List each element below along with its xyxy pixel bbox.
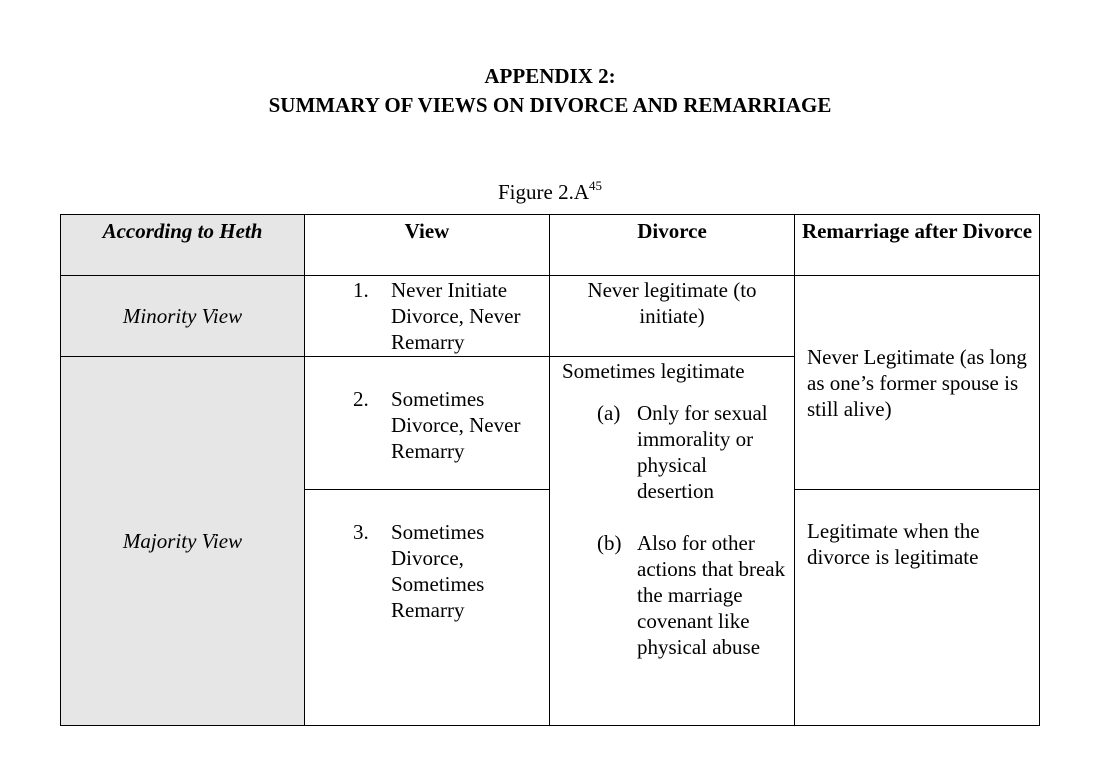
header-view: View [305, 215, 550, 276]
remarriage-legitimate-cell: Legitimate when the divorce is legitimate [795, 490, 1040, 726]
table-row-minority [61, 276, 1040, 357]
figure-caption [0, 180, 1100, 205]
view-number-2: 2. [353, 387, 369, 411]
divorce-condition-a [562, 400, 788, 504]
divorce-sometimes-cell [550, 357, 795, 726]
condition-text-b: Also for other actions that break the marriage covenant like physical abuse [637, 531, 786, 659]
condition-label-b: (b) [597, 531, 622, 555]
view-number-3: 3. [353, 520, 369, 544]
condition-label-a: (a) [597, 401, 621, 425]
view-cell-2 [305, 357, 550, 490]
row-label-majority: Majority View [61, 357, 305, 726]
footnote-marker: 45 [589, 178, 602, 193]
header-divorce: Divorce [550, 215, 795, 276]
header-remarriage: Remarriage after Divorce [795, 215, 1040, 276]
appendix-subtitle: SUMMARY OF VIEWS ON DIVORCE AND REMARRIAGE [268, 93, 832, 117]
figure-caption-text: Figure 2.A [498, 180, 589, 204]
remarriage-never-cell: Never Legitimate (as long as one’s former spouse is still alive) [795, 276, 1040, 490]
view-cell-3 [305, 490, 550, 726]
appendix-title: APPENDIX 2: [484, 64, 616, 88]
view-text-2: Sometimes Divorce, Never Remarry [391, 387, 521, 463]
divorce-sometimes-text: Sometimes legitimate [562, 359, 745, 383]
view-text-3: Sometimes Divorce, Sometimes Remarry [391, 520, 485, 622]
view-text-1: Never Initiate Divorce, Never Remarry [391, 278, 521, 354]
header-row [61, 215, 1040, 276]
header-according-to-heth: According to Heth [61, 215, 305, 276]
row-label-minority: Minority View [61, 276, 305, 357]
view-number-1: 1. [353, 278, 369, 302]
divorce-never-cell: Never legitimate (to initiate) [550, 276, 795, 357]
condition-text-a: Only for sexual immorality or physical desertion [637, 401, 768, 503]
view-cell-1 [305, 276, 550, 357]
divorce-condition-b [562, 530, 788, 660]
views-table [60, 214, 1040, 726]
